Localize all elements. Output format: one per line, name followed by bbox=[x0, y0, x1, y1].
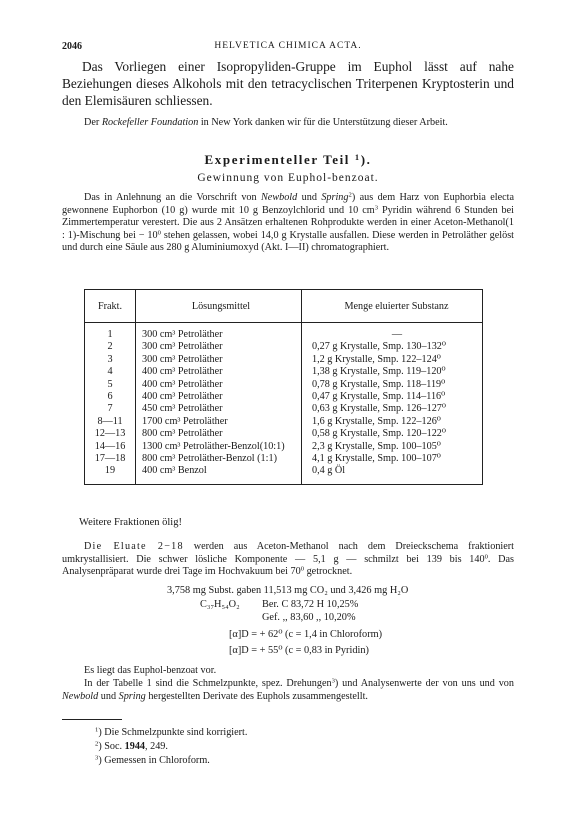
cell-frakt: 7 bbox=[85, 403, 136, 415]
footnote: $^2$) Soc. 1944, 249. bbox=[95, 740, 168, 752]
author-spring: Spring bbox=[118, 690, 146, 702]
cell-solvent: 400 cm³ Petroläther bbox=[136, 391, 302, 403]
formula: C₃₇H₅₄O₂ bbox=[200, 599, 240, 610]
cell-frakt: 8—11 bbox=[85, 416, 136, 428]
method-paragraph: Das in Anlehnung an die Vorschrift von Newbold und Spring$^2$) aus dem Harz von Euphorbia electa gewonnene Euphorbon (10 g) wurde mit 10 g Benzoylchlorid und 10 $cm^3$ Pyridin während 6 Stunden bei Zimmertemperatur verestert. Die aus 2 Ansätzen erhaltenen Rohprodukte werden in einer Aceton-Methanol(1 : 1)-Mischung bei − $10^0$ stehen gelassen, wobei 14,0 g Krystalle ausfallen. Diese werden in Petroläther gelöst und durch eine Säule aus 280 g Aluminiumoxyd (Akt. I—II) chromatographiert. bbox=[62, 191, 514, 254]
cell-solvent: 300 cm³ Petroläther bbox=[136, 323, 302, 342]
cell-frakt: 17—18 bbox=[85, 453, 136, 465]
rotation-pyridin: [α]D = + 55⁰ (c = 0,83 in Pyridin) bbox=[229, 645, 369, 656]
foundation-name: Rockefeller Foundation bbox=[101, 117, 199, 128]
cell-frakt: 2 bbox=[85, 341, 136, 353]
calc-gef: Gef. ,, 83,60 ,, 10,20% bbox=[262, 612, 356, 623]
calc-ber: Ber. C 83,72 H 10,25% bbox=[262, 599, 359, 610]
cell-solvent: 400 cm³ Petroläther bbox=[136, 379, 302, 391]
table-row bbox=[85, 354, 483, 366]
table-row bbox=[85, 416, 483, 428]
journal-title: HELVETICA CHIMICA ACTA. bbox=[214, 41, 362, 51]
cell-solvent: 400 cm³ Benzol bbox=[136, 465, 302, 484]
cell-amount: 0,27 g Krystalle, Smp. 130–132⁰ bbox=[312, 341, 446, 353]
lead-paragraph: Das Vorliegen einer Isopropyliden-Gruppe im Euphol lässt auf nahe Beziehungen dieses Alkohols mit den tetracyclischen Triterpenen Kryptosterin und den Elemisäuren schliessen. bbox=[62, 59, 514, 108]
cell-frakt: 1 bbox=[85, 323, 136, 342]
cell-amount: 1,6 g Krystalle, Smp. 122–126⁰ bbox=[312, 415, 441, 427]
table-header-row bbox=[85, 290, 483, 323]
footnote: $^1$) Die Schmelzpunkte sind korrigiert. bbox=[95, 726, 248, 738]
table-row bbox=[85, 428, 483, 440]
col-header-frakt: Frakt. bbox=[85, 290, 136, 323]
footnote-ref: 3 bbox=[331, 677, 335, 685]
table-note: Weitere Fraktionen ölig! bbox=[79, 517, 182, 528]
section-subheading: Gewinnung von Euphol-benzoat. bbox=[197, 172, 379, 184]
cell-amount: — bbox=[391, 329, 403, 340]
cell-frakt: 14—16 bbox=[85, 441, 136, 453]
footnote-divider bbox=[62, 719, 122, 720]
cell-amount: 0,58 g Krystalle, Smp. 120–122⁰ bbox=[312, 428, 446, 440]
cell-amount: 2,3 g Krystalle, Smp. 100–105⁰ bbox=[312, 440, 441, 452]
cell-amount: 1,2 g Krystalle, Smp. 122–124⁰ bbox=[312, 353, 441, 365]
acknowledgement: Der Rockefeller Foundation in New York danken wir für die Unterstützung dieser Arbeit. bbox=[84, 117, 448, 128]
col-header-amount: Menge eluierter Substanz bbox=[302, 290, 483, 323]
closing-paragraph: In der Tabelle 1 sind die Schmelzpunkte, spez. Drehungen$^3$) und Analysenwerte der von uns und von Newbold und Spring hergestellten Derivate des Euphols zusammengestellt. bbox=[62, 677, 514, 702]
author-spring: Spring bbox=[321, 192, 349, 203]
footnote: $^3$) Gemessen in Chloroform. bbox=[95, 754, 210, 766]
table-body bbox=[85, 323, 483, 485]
table-row bbox=[85, 441, 483, 453]
table-row bbox=[85, 341, 483, 353]
cell-solvent: 300 cm³ Petroläther bbox=[136, 341, 302, 353]
page-number: 2046 bbox=[62, 41, 82, 52]
table-row bbox=[85, 366, 483, 378]
closing-line: Es liegt das Euphol-benzoat vor. bbox=[84, 665, 217, 676]
cell-amount: 0,4 g Öl bbox=[312, 465, 346, 477]
cell-frakt: 12—13 bbox=[85, 428, 136, 440]
cell-frakt: 6 bbox=[85, 391, 136, 403]
section-heading: Experimenteller Teil $^1$). bbox=[204, 151, 372, 167]
rotation-chloroform: [α]D = + 62⁰ (c = 1,4 in Chloroform) bbox=[229, 629, 383, 640]
cell-frakt: 19 bbox=[85, 465, 136, 484]
cell-frakt: 4 bbox=[85, 366, 136, 378]
table-row bbox=[85, 465, 483, 484]
table-row bbox=[85, 323, 483, 342]
cell-amount: 1,38 g Krystalle, Smp. 119–120⁰ bbox=[312, 366, 446, 378]
cell-amount: 0,47 g Krystalle, Smp. 114–116⁰ bbox=[312, 391, 446, 403]
table-row bbox=[85, 379, 483, 391]
cell-frakt: 5 bbox=[85, 379, 136, 391]
eluate-paragraph: Die Eluate 2−18 werden aus Aceton-Methanol nach dem Dreieckschema fraktioniert umkrystallisiert. Die schwer lösliche Komponente — 5,1 g — schmilzt bei 139 bis $140^0$. Das Analysenpräparat wurde drei Tage im Hochvakuum bei $70^0$ getrocknet. bbox=[62, 541, 515, 578]
cell-solvent: 1700 cm³ Petroläther bbox=[136, 416, 302, 428]
fraction-table bbox=[84, 289, 483, 485]
footnote-ref: 1 bbox=[354, 151, 361, 162]
cell-frakt: 3 bbox=[85, 354, 136, 366]
author-newbold: Newbold bbox=[62, 690, 99, 702]
footnote-ref: 2 bbox=[348, 191, 352, 199]
col-header-solvent: Lösungsmittel bbox=[136, 290, 302, 323]
cell-amount: 4,1 g Krystalle, Smp. 100–107⁰ bbox=[312, 453, 441, 465]
author-newbold: Newbold bbox=[261, 192, 298, 203]
table-row bbox=[85, 391, 483, 403]
cell-solvent: 800 cm³ Petroläther bbox=[136, 428, 302, 440]
cell-solvent: 300 cm³ Petroläther bbox=[136, 354, 302, 366]
cell-solvent: 800 cm³ Petroläther-Benzol (1:1) bbox=[136, 453, 302, 465]
cell-solvent: 1300 cm³ Petroläther-Benzol(10:1) bbox=[136, 441, 302, 453]
cell-amount: 0,78 g Krystalle, Smp. 118–119⁰ bbox=[312, 378, 446, 390]
table-row bbox=[85, 453, 483, 465]
cell-amount: 0,63 g Krystalle, Smp. 126–127⁰ bbox=[312, 403, 446, 415]
table-row bbox=[85, 403, 483, 415]
analysis-line: 3,758 mg Subst. gaben 11,513 mg CO₂ und 3,426 mg H₂O bbox=[167, 585, 409, 596]
cell-solvent: 400 cm³ Petroläther bbox=[136, 366, 302, 378]
cell-solvent: 450 cm³ Petroläther bbox=[136, 403, 302, 415]
